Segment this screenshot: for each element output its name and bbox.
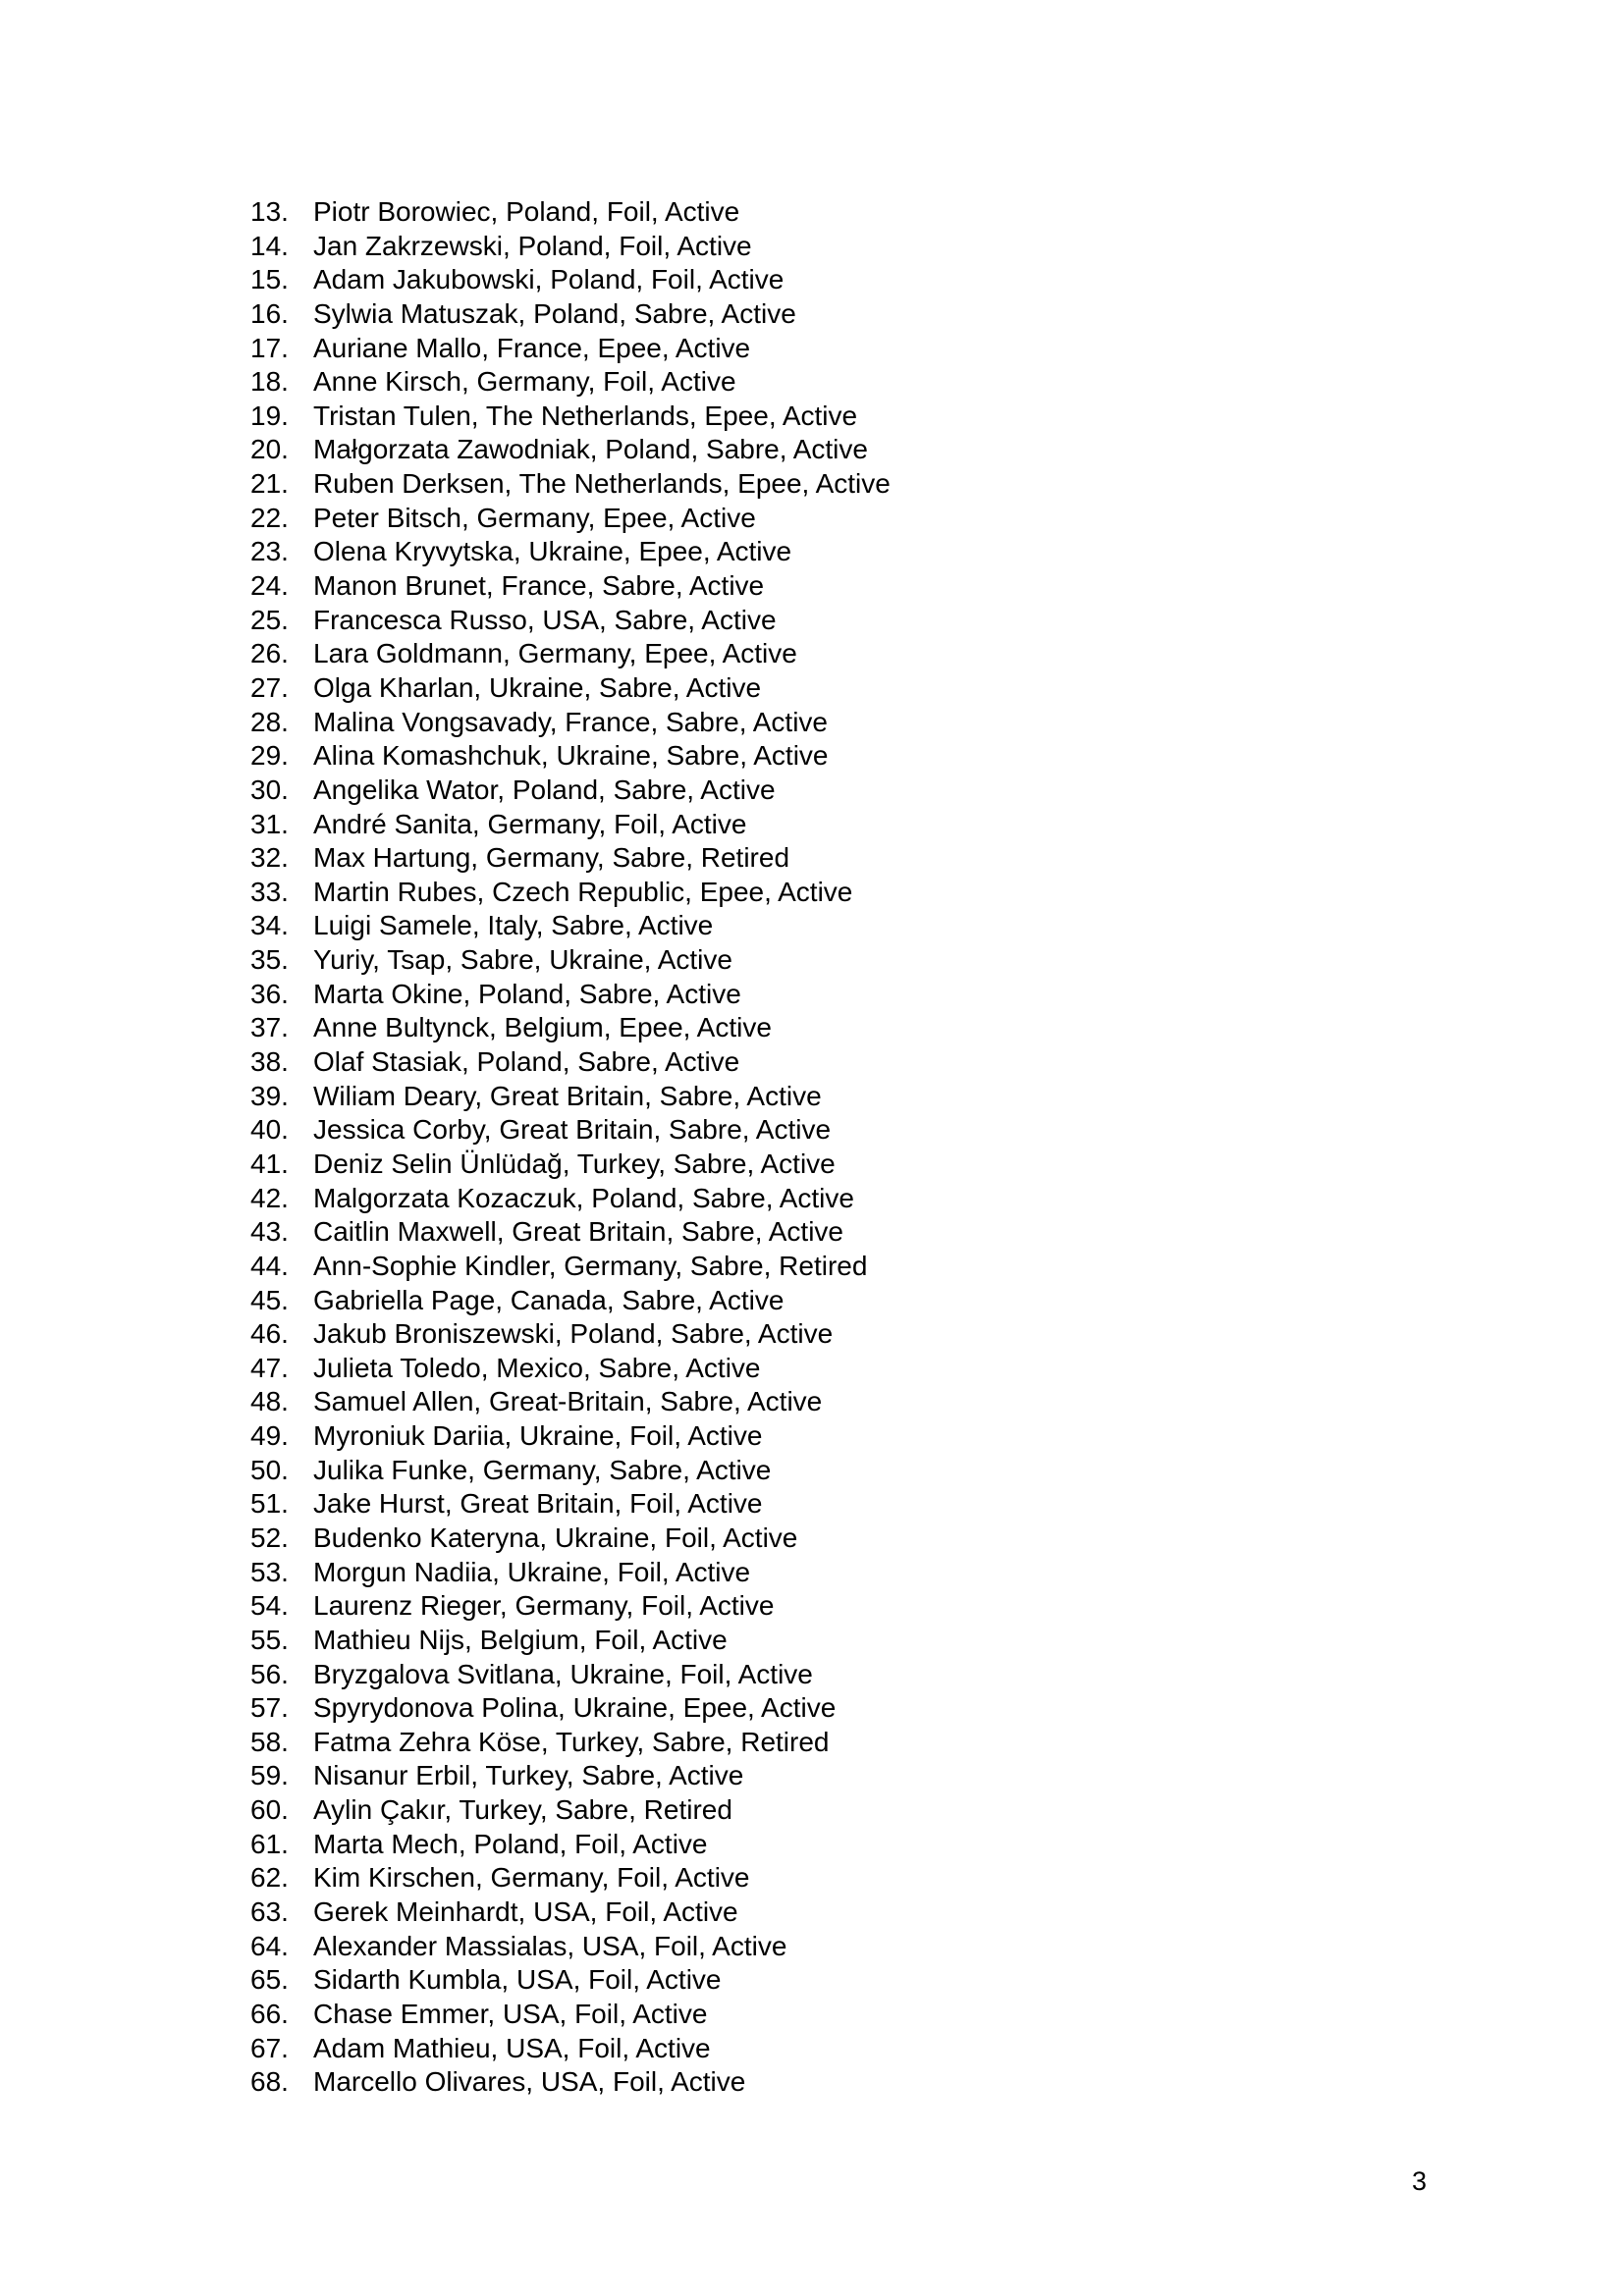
list-item-number: 63. — [250, 1896, 289, 1928]
list-item-text: Adam Jakubowski, Poland, Foil, Active — [313, 264, 785, 295]
list-item-number: 19. — [250, 400, 289, 431]
list-item — [250, 1828, 891, 1862]
list-item — [250, 1352, 891, 1386]
list-item-number: 18. — [250, 366, 289, 398]
list-item — [250, 1317, 891, 1352]
list-item-text: Malgorzata Kozaczuk, Poland, Sabre, Active — [313, 1182, 854, 1213]
list-item-text: Ann-Sophie Kindler, Germany, Sabre, Retired — [313, 1250, 868, 1281]
list-item-text: Francesca Russo, USA, Sabre, Active — [313, 604, 777, 635]
list-item — [250, 535, 891, 569]
list-item — [250, 297, 891, 332]
list-item — [250, 1080, 891, 1114]
list-item — [250, 195, 891, 230]
list-item — [250, 808, 891, 842]
list-item-number: 38. — [250, 1046, 289, 1078]
list-item — [250, 1522, 891, 1556]
list-item-number: 65. — [250, 1964, 289, 1996]
list-item-number: 60. — [250, 1794, 289, 1826]
list-item-number: 27. — [250, 671, 289, 703]
list-item — [250, 978, 891, 1012]
list-item-text: Marta Mech, Poland, Foil, Active — [313, 1828, 708, 1859]
list-item-number: 30. — [250, 774, 289, 805]
list-item-number: 23. — [250, 536, 289, 567]
list-item-text: Aylin Çakır, Turkey, Sabre, Retired — [313, 1794, 732, 1826]
list-item-number: 46. — [250, 1318, 289, 1350]
list-item-text: Adam Mathieu, USA, Foil, Active — [313, 2032, 711, 2063]
list-item-number: 41. — [250, 1148, 289, 1179]
list-item — [250, 1726, 891, 1760]
list-item-text: Laurenz Rieger, Germany, Foil, Active — [313, 1590, 775, 1622]
list-item-text: Marta Okine, Poland, Sabre, Active — [313, 978, 741, 1009]
list-item-number: 21. — [250, 468, 289, 500]
list-item-number: 48. — [250, 1386, 289, 1417]
list-item-text: Ruben Derksen, The Netherlands, Epee, Active — [313, 468, 891, 500]
list-item-text: Myroniuk Dariia, Ukraine, Foil, Active — [313, 1420, 763, 1452]
list-item — [250, 1284, 891, 1318]
list-item — [250, 2065, 891, 2100]
list-item — [250, 1624, 891, 1658]
list-item-text: Auriane Mallo, France, Epee, Active — [313, 332, 751, 363]
list-item-number: 66. — [250, 1998, 289, 2029]
list-item — [250, 1658, 891, 1692]
list-item-text: Max Hartung, Germany, Sabre, Retired — [313, 842, 790, 874]
list-item — [250, 943, 891, 978]
list-item-text: Alexander Massialas, USA, Foil, Active — [313, 1930, 787, 1961]
list-item-text: Olga Kharlan, Ukraine, Sabre, Active — [313, 671, 762, 703]
list-item-number: 33. — [250, 876, 289, 907]
list-item-text: Nisanur Erbil, Turkey, Sabre, Active — [313, 1760, 744, 1791]
list-item-text: Yuriy, Tsap, Sabre, Ukraine, Active — [313, 944, 732, 976]
list-item-text: Samuel Allen, Great-Britain, Sabre, Active — [313, 1386, 823, 1417]
list-item — [250, 569, 891, 604]
list-item — [250, 876, 891, 910]
list-item-number: 45. — [250, 1284, 289, 1315]
list-item-text: Sylwia Matuszak, Poland, Sabre, Active — [313, 297, 796, 329]
list-item — [250, 1759, 891, 1793]
list-item — [250, 1896, 891, 1930]
list-item — [250, 1454, 891, 1488]
list-item-text: Anne Bultynck, Belgium, Epee, Active — [313, 1012, 772, 1043]
list-item — [250, 263, 891, 297]
list-item — [250, 1589, 891, 1624]
list-item-number: 42. — [250, 1182, 289, 1213]
list-item-text: Budenko Kateryna, Ukraine, Foil, Active — [313, 1522, 798, 1553]
list-item — [250, 637, 891, 671]
list-item-text: Olena Kryvytska, Ukraine, Epee, Active — [313, 536, 792, 567]
list-item-number: 43. — [250, 1216, 289, 1248]
list-item-number: 24. — [250, 570, 289, 602]
list-item-number: 25. — [250, 604, 289, 635]
list-item-number: 16. — [250, 297, 289, 329]
list-item-text: Gerek Meinhardt, USA, Foil, Active — [313, 1896, 738, 1928]
list-item — [250, 433, 891, 467]
list-item-text: Deniz Selin Ünlüdağ, Turkey, Sabre, Active — [313, 1148, 836, 1179]
list-item — [250, 332, 891, 366]
list-item-text: Tristan Tulen, The Netherlands, Epee, Active — [313, 400, 858, 431]
list-item-number: 34. — [250, 910, 289, 941]
list-item-number: 40. — [250, 1114, 289, 1146]
list-item — [250, 467, 891, 502]
list-item — [250, 1148, 891, 1182]
list-item-number: 32. — [250, 842, 289, 874]
list-item-number: 15. — [250, 264, 289, 295]
list-item-text: Olaf Stasiak, Poland, Sabre, Active — [313, 1046, 740, 1078]
list-item-text: Bryzgalova Svitlana, Ukraine, Foil, Active — [313, 1658, 813, 1689]
list-item-number: 29. — [250, 740, 289, 772]
list-item — [250, 1556, 891, 1590]
list-item — [250, 1930, 891, 1964]
list-item — [250, 604, 891, 638]
list-item-number: 54. — [250, 1590, 289, 1622]
list-item-number: 67. — [250, 2032, 289, 2063]
list-item-number: 61. — [250, 1828, 289, 1859]
list-item-text: Chase Emmer, USA, Foil, Active — [313, 1998, 708, 2029]
list-item-number: 31. — [250, 808, 289, 839]
list-item-text: Małgorzata Zawodniak, Poland, Sabre, Active — [313, 434, 868, 465]
list-item-text: Anne Kirsch, Germany, Foil, Active — [313, 366, 736, 398]
list-item-text: Marcello Olivares, USA, Foil, Active — [313, 2066, 746, 2098]
list-item-text: Angelika Wator, Poland, Sabre, Active — [313, 774, 776, 805]
list-item — [250, 1998, 891, 2032]
list-item-number: 55. — [250, 1624, 289, 1655]
list-item — [250, 230, 891, 264]
list-item-text: Julika Funke, Germany, Sabre, Active — [313, 1454, 772, 1485]
list-item — [250, 1861, 891, 1896]
list-item — [250, 1963, 891, 1998]
list-item-number: 47. — [250, 1352, 289, 1383]
list-item — [250, 1691, 891, 1726]
list-item-number: 56. — [250, 1658, 289, 1689]
list-item — [250, 365, 891, 400]
list-item — [250, 1113, 891, 1148]
list-item — [250, 1793, 891, 1828]
list-item-text: Jessica Corby, Great Britain, Sabre, Active — [313, 1114, 832, 1146]
list-item — [250, 1011, 891, 1045]
list-item-number: 50. — [250, 1454, 289, 1485]
list-item-text: André Sanita, Germany, Foil, Active — [313, 808, 747, 839]
list-item-text: Sidarth Kumbla, USA, Foil, Active — [313, 1964, 722, 1996]
list-item — [250, 841, 891, 876]
list-item-text: Fatma Zehra Köse, Turkey, Sabre, Retired — [313, 1726, 830, 1757]
list-item — [250, 1250, 891, 1284]
list-item — [250, 400, 891, 434]
list-item-text: Jake Hurst, Great Britain, Foil, Active — [313, 1488, 763, 1520]
list-item-number: 37. — [250, 1012, 289, 1043]
page-number: 3 — [1412, 2166, 1428, 2196]
list-item-text: Malina Vongsavady, France, Sabre, Active — [313, 706, 828, 737]
list-item — [250, 706, 891, 740]
list-item-number: 22. — [250, 502, 289, 533]
list-item — [250, 671, 891, 706]
list-item — [250, 1045, 891, 1080]
list-item-number: 17. — [250, 332, 289, 363]
list-item — [250, 1487, 891, 1522]
list-item-text: Luigi Samele, Italy, Sabre, Active — [313, 910, 714, 941]
list-item-number: 20. — [250, 434, 289, 465]
list-item — [250, 1385, 891, 1419]
list-item — [250, 502, 891, 536]
list-item-text: Jakub Broniszewski, Poland, Sabre, Active — [313, 1318, 834, 1350]
list-item-number: 14. — [250, 230, 289, 261]
list-item-number: 36. — [250, 978, 289, 1009]
list-item-text: Manon Brunet, France, Sabre, Active — [313, 570, 765, 602]
list-item-text: Martin Rubes, Czech Republic, Epee, Active — [313, 876, 853, 907]
list-item-number: 52. — [250, 1522, 289, 1553]
list-item-number: 68. — [250, 2066, 289, 2098]
list-item-number: 59. — [250, 1760, 289, 1791]
list-item-text: Kim Kirschen, Germany, Foil, Active — [313, 1862, 750, 1894]
list-item-text: Jan Zakrzewski, Poland, Foil, Active — [313, 230, 752, 261]
list-item — [250, 909, 891, 943]
list-item-number: 64. — [250, 1930, 289, 1961]
list-item-number: 35. — [250, 944, 289, 976]
list-item-text: Piotr Borowiec, Poland, Foil, Active — [313, 196, 740, 227]
list-item-text: Spyrydonova Polina, Ukraine, Epee, Active — [313, 1692, 837, 1724]
list-item — [250, 1215, 891, 1250]
list-item-number: 44. — [250, 1250, 289, 1281]
list-item-number: 49. — [250, 1420, 289, 1452]
list-item-number: 57. — [250, 1692, 289, 1724]
list-item-number: 26. — [250, 638, 289, 669]
list-item-number: 28. — [250, 706, 289, 737]
list-item-text: Peter Bitsch, Germany, Epee, Active — [313, 502, 756, 533]
list-item-number: 13. — [250, 196, 289, 227]
list-item-number: 51. — [250, 1488, 289, 1520]
list-item-text: Alina Komashchuk, Ukraine, Sabre, Active — [313, 740, 829, 772]
list-item — [250, 774, 891, 808]
list-item-text: Wiliam Deary, Great Britain, Sabre, Active — [313, 1080, 822, 1111]
list-item-number: 58. — [250, 1726, 289, 1757]
list-item-text: Caitlin Maxwell, Great Britain, Sabre, Active — [313, 1216, 843, 1248]
list-item-text: Gabriella Page, Canada, Sabre, Active — [313, 1284, 785, 1315]
list-item — [250, 1182, 891, 1216]
list-item-number: 62. — [250, 1862, 289, 1894]
fencer-list — [250, 195, 891, 2100]
list-item — [250, 2032, 891, 2066]
list-item-text: Mathieu Nijs, Belgium, Foil, Active — [313, 1624, 728, 1655]
list-item-text: Julieta Toledo, Mexico, Sabre, Active — [313, 1352, 761, 1383]
list-item-text: Lara Goldmann, Germany, Epee, Active — [313, 638, 797, 669]
list-item-number: 53. — [250, 1556, 289, 1587]
list-item — [250, 739, 891, 774]
list-item — [250, 1419, 891, 1454]
list-item-text: Morgun Nadiia, Ukraine, Foil, Active — [313, 1556, 751, 1587]
list-item-number: 39. — [250, 1080, 289, 1111]
